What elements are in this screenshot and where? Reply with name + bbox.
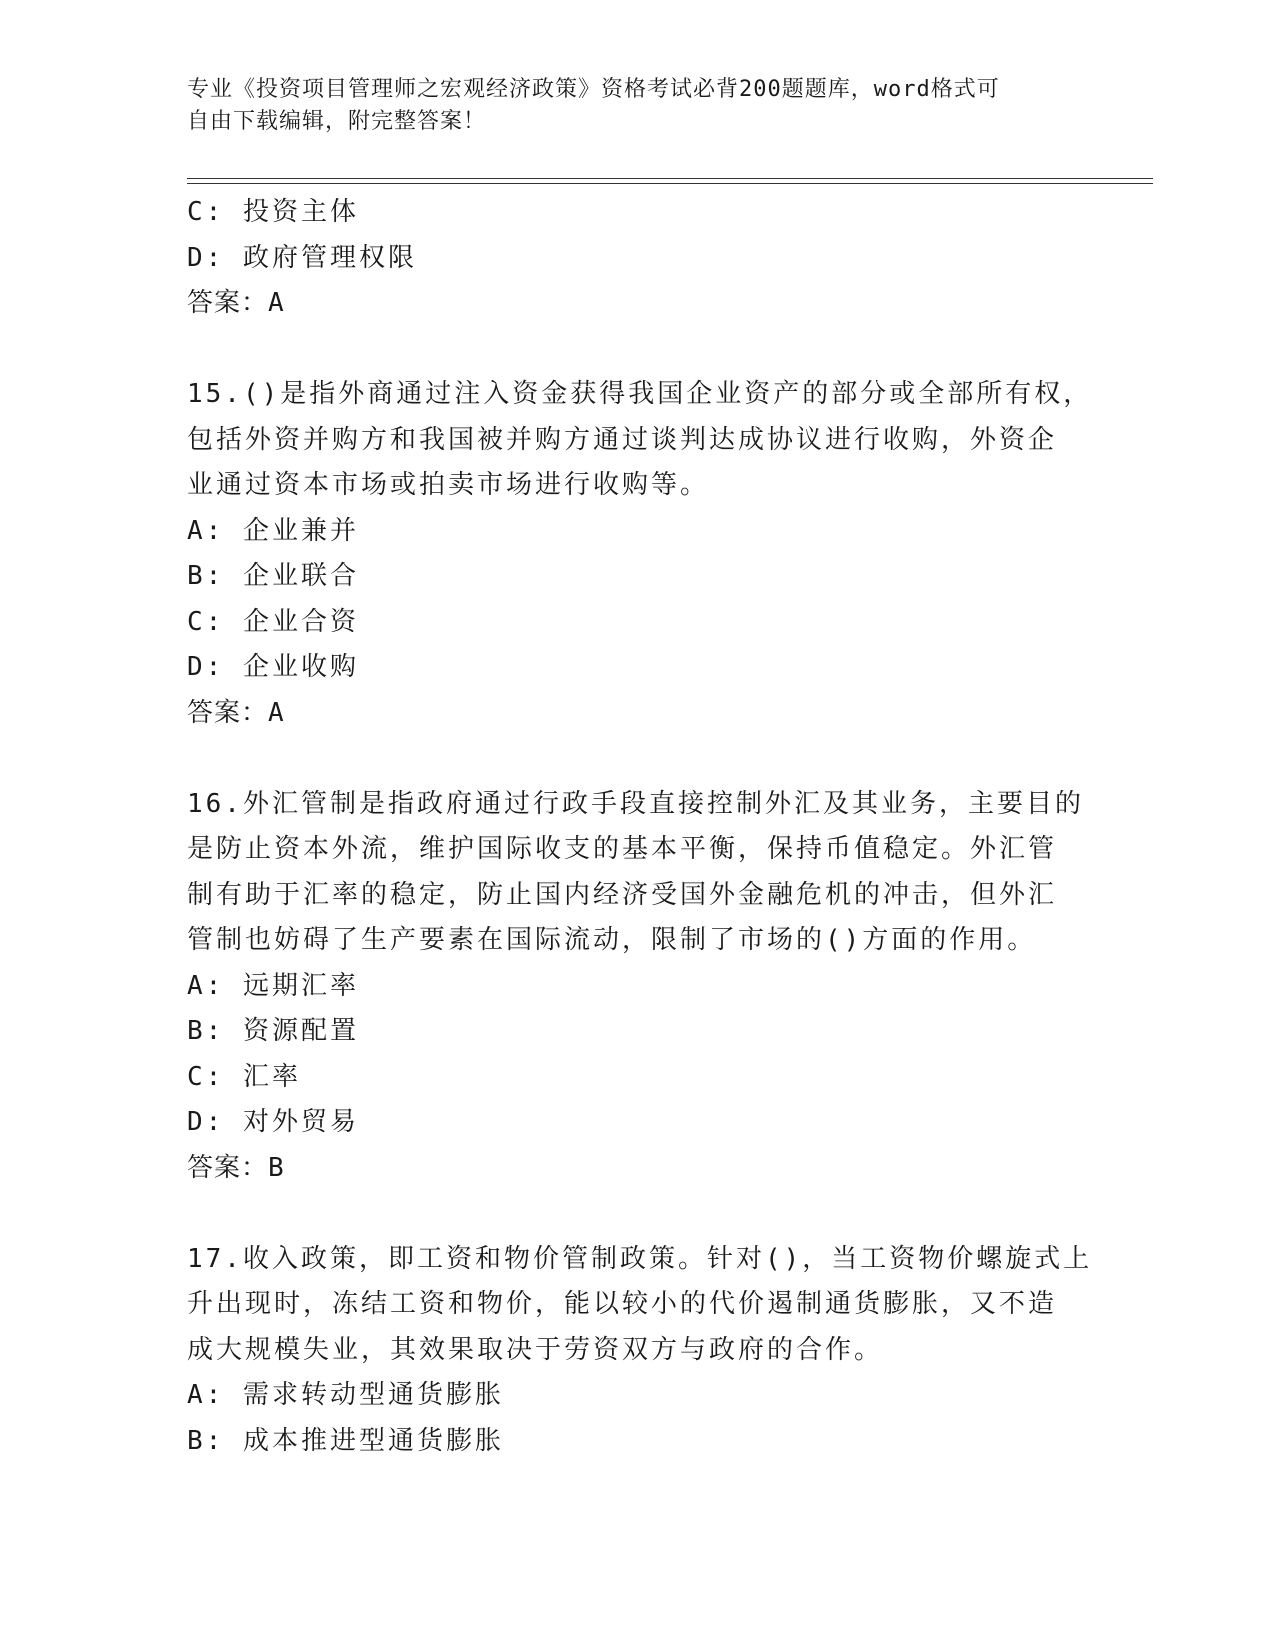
question-stem-line: 管制也妨碍了生产要素在国际流动，限制了市场的()方面的作用。 [187, 925, 1037, 955]
question-stem-line: 升出现时，冻结工资和物价，能以较小的代价遏制通货膨胀，又不造 [187, 1289, 1058, 1319]
question-content [187, 190, 1093, 1464]
answer-line: 答案：A [187, 288, 285, 318]
option-c: C: 汇率 [187, 1061, 301, 1092]
question-14-fragment [187, 190, 1087, 327]
option-b: B: 成本推进型通货膨胀 [187, 1425, 504, 1456]
option-b: B: 企业联合 [187, 561, 359, 591]
question-stem-line: 制有助于汇率的稳定，防止国内经济受国外金融危机的冲击，但外汇 [187, 879, 1058, 910]
option-c: C: 企业合资 [187, 606, 359, 637]
answer-line: 答案：B [187, 1152, 285, 1183]
question-stem-line: 是防止资本外流，维护国际收支的基本平衡，保持币值稳定。外汇管 [187, 834, 1058, 864]
option-d: D: 政府管理权限 [187, 242, 417, 273]
question-stem-line: 业通过资本市场或拍卖市场进行收购等。 [187, 470, 710, 500]
question-stem-line: 15.()是指外商通过注入资金获得我国企业资产的部分或全部所有权， [187, 379, 1093, 409]
header-line-1: 专业《投资项目管理师之宏观经济政策》资格考试必背200题题库，word格式可 [187, 77, 1000, 102]
spacer [187, 327, 1087, 373]
question-16 [187, 782, 1087, 1192]
question-stem-line: 包括外资并购方和我国被并购方通过谈判达成协议进行收购，外资企 [187, 424, 1058, 455]
option-d: D: 对外贸易 [187, 1107, 359, 1137]
spacer [187, 736, 1087, 782]
spacer [187, 1191, 1087, 1237]
option-c: C: 投资主体 [187, 197, 359, 227]
question-stem-line: 17.收入政策，即工资和物价管制政策。针对()，当工资物价螺旋式上 [187, 1243, 1093, 1274]
header-divider-top [187, 178, 1153, 179]
option-a: A: 远期汇率 [187, 970, 359, 1001]
question-17 [187, 1237, 1093, 1465]
option-d: D: 企业收购 [187, 652, 359, 682]
header-line-2: 自由下载编辑，附完整答案！ [187, 109, 487, 134]
option-b: B: 资源配置 [187, 1016, 359, 1046]
option-a: A: 企业兼并 [187, 515, 359, 546]
option-a: A: 需求转动型通货膨胀 [187, 1380, 504, 1410]
question-stem-line: 成大规模失业，其效果取决于劳资双方与政府的合作。 [187, 1334, 884, 1365]
document-header [187, 74, 1067, 138]
answer-line: 答案：A [187, 697, 285, 728]
question-stem-line: 16.外汇管制是指政府通过行政手段直接控制外汇及其业务，主要目的 [187, 788, 1084, 819]
question-15 [187, 372, 1093, 736]
header-divider-bottom [187, 183, 1153, 184]
